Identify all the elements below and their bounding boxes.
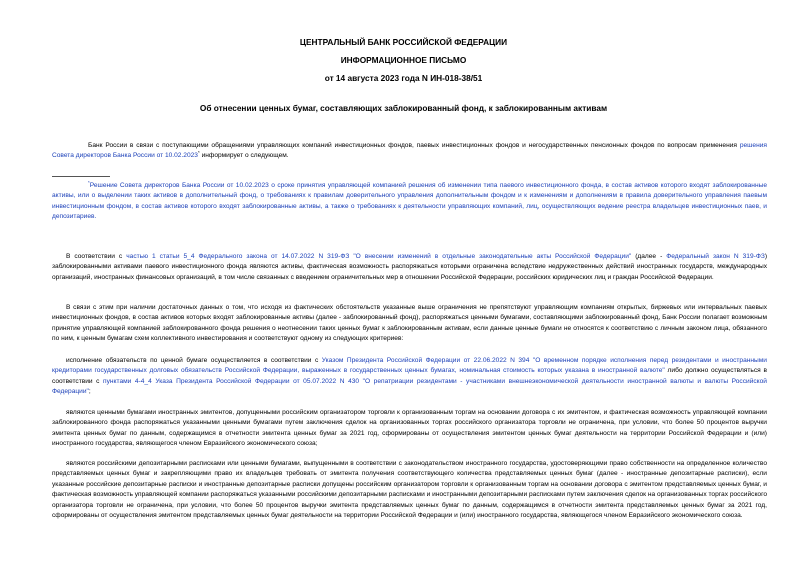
bank-name: ЦЕНТРАЛЬНЫЙ БАНК РОССИЙСКОЙ ФЕДЕРАЦИИ: [299, 37, 508, 47]
paragraph-2: В связи с этим при наличии достаточных данных о том, что исходя из фактических обстоятельств указанные выше ограничения не препятствуют управляющим компаниям открытых, биржевых или интервальных паевых инвестиционных фондов, в состав активов которых входят заблокированные активы (далее - заблокированный фонд), распоряжаться ценными бумагами, составляющими заблокированный фонд, Банк России полагает возможным принятие управляющей компанией заблокированного фонда решения о неотнесении таких ценных бумаг к заблокированным активам, если данные ценные бумаги не относятся к соответствию с личным законом лица, обязанного по ним, к ценным бумагам схем коллективного инвестирования и соответствуют одному из следующих критериев:: [52, 304, 767, 343]
intro-decision-link[interactable]: решения Совета директоров Банка России от 10.02.2023: [52, 142, 767, 160]
footnote-mark: *: [88, 180, 90, 185]
decree-430-link[interactable]: пунктами 4-4_4 Указа Президента Российской Федерации от 05.07.2022 N 430 "О репатриации резидентами - участниками внешнеэкономической деятельности иностранной валюты и валюты Российской Федерации": [52, 377, 767, 396]
law-319-link[interactable]: частью 1 статьи 5_4 Федерального закона от 14.07.2022 N 319-ФЗ "О внесении изменений в отдельные законодательные акты Российской Федерации": [126, 253, 632, 260]
footnote-text[interactable]: *Решение Совета директоров Банка России от 10.02.2023 о сроке принятия управляющей компанией решения об изменении типа паевого инвестиционного фонда, в состав активов которого входят заблокированные активы, или о выделении таких активов в дополнительный фонд, о требованиях к правилам доверительного управления дополнительным фондом и к изменениям и дополнениям в правила доверительного управления паевым инвестиционным фондом, в состав активов которого входят заблокированные активы, а также о требованиях к деятельности управляющих компаний, лиц, осуществляющих ведение реестра владельцев инвестиционных паев, и депозитариев.: [52, 180, 767, 221]
document-type: ИНФОРМАЦИОННОЕ ПИСЬМО: [340, 55, 467, 65]
paragraph-4: являются ценными бумагами иностранных эмитентов, допущенными российским организатором торговли к организованным торгам на основании договора с их эмитентом, и фактическая возможность управляющей компании заблокированного фонда распоряжаться указанными ценными бумагами путем заключения сделок на организованных торгах российского организатора торговли не ограничена, при условии, что более 50 процентов выручки эмитента ценных бумаг по данным, содержащимся в отчетности эмитента ценных бумаг за 2021 год, сформированы от осуществления эмитентом ценных бумаг деятельности на территории Российской Федерации и (или) иностранного государства, являющегося членом Евразийского экономического союза;: [52, 409, 767, 448]
document-subject: Об отнесении ценных бумаг, составляющих заблокированный фонд, к заблокированным активам: [199, 103, 608, 113]
paragraph-5: являются российскими депозитарными расписками или ценными бумагами, выпущенными в соответствии с законодательством иностранного государства, удостоверяющими право собственности на определенное количество представляемых ценных бумаг и закрепляющими право их владельцев требовать от эмитента получения соответствующего количества представляемых ценных бумаг (далее - иностранные депозитарные расписки), если указанные российские депозитарные расписки и иностранные депозитарные расписки допущены российским организатором торговли к организованным торгам на основании договора с эмитентом представляемых ценных бумаг, и фактическая возможность управляющей компании распоряжаться указанными российскими депозитарными расписками и иностранными депозитарными расписками путем заключения сделок на организованных торгах российского организатора торговли не ограничена, при условии, что более 50 процентов выручки эмитента представляемых ценных бумаг по данным, содержащимся в отчетности эмитента представляемых ценных бумаг за 2021 год, сформированы от осуществления эмитентом представляемых ценных бумаг деятельности на территории Российской Федерации и (или) иностранного государства, являющегося членом Евразийского экономического союза.: [52, 460, 767, 520]
footnote-divider: [52, 176, 110, 177]
intro-paragraph: Банк России в связи с поступающими обращениями управляющих компаний инвестиционных фондов, паевых инвестиционных фондов и негосударственных пенсионных фондов по вопросам применения решения Совета директоров Банка России от 10.02.2023* информирует о следующем.: [52, 142, 767, 160]
decree-394-link[interactable]: Указом Президента Российской Федерации от 22.06.2022 N 394 "О временном порядке исполнения перед резидентами и иностранными кредиторами государственных долговых обязательств Российской Федерации, выраженных в государственных ценных бумагах, номинальная стоимость которых указана в иностранной валюте": [52, 357, 767, 375]
law-319-short-link[interactable]: Федеральный закон N 319-ФЗ: [666, 253, 765, 260]
paragraph-3: исполнение обязательств по ценной бумаге осуществляется в соответствии с Указом Президента Российской Федерации от 22.06.2022 N 394 "О временном порядке исполнения перед резидентами и иностранными кредиторами государственных долговых обязательств Российской Федерации, выраженных в государственных ценных бумагах, номинальная стоимость которых указана в иностранной валюте" либо должно осуществляться в соответствии с пунктами 4-4_4 Указа Президента Российской Федерации от 05.07.2022 N 430 "О репатриации резидентами - участниками внешнеэкономической деятельности иностранной валюты и валюты Российской Федерации";: [52, 357, 767, 396]
paragraph-1: В соответствии с частью 1 статьи 5_4 Федерального закона от 14.07.2022 N 319-ФЗ "О внесении изменений в отдельные законодательные акты Российской Федерации" (далее - Федеральный закон N 319-ФЗ) заблокированными активами паевого инвестиционного фонда являются активы, фактическая возможность распоряжаться которыми ограничена вследствие недружественных действий иностранных государств, международных организаций, иностранных финансовых организаций, в том числе связанных с введением ограничительных мер в отношении Российской Федерации, российских юридических лиц и граждан Российской Федерации.: [52, 253, 768, 281]
footnote-ref[interactable]: *: [197, 150, 200, 156]
document-date-number: от 14 августа 2023 года N ИН-018-38/51: [324, 73, 483, 83]
